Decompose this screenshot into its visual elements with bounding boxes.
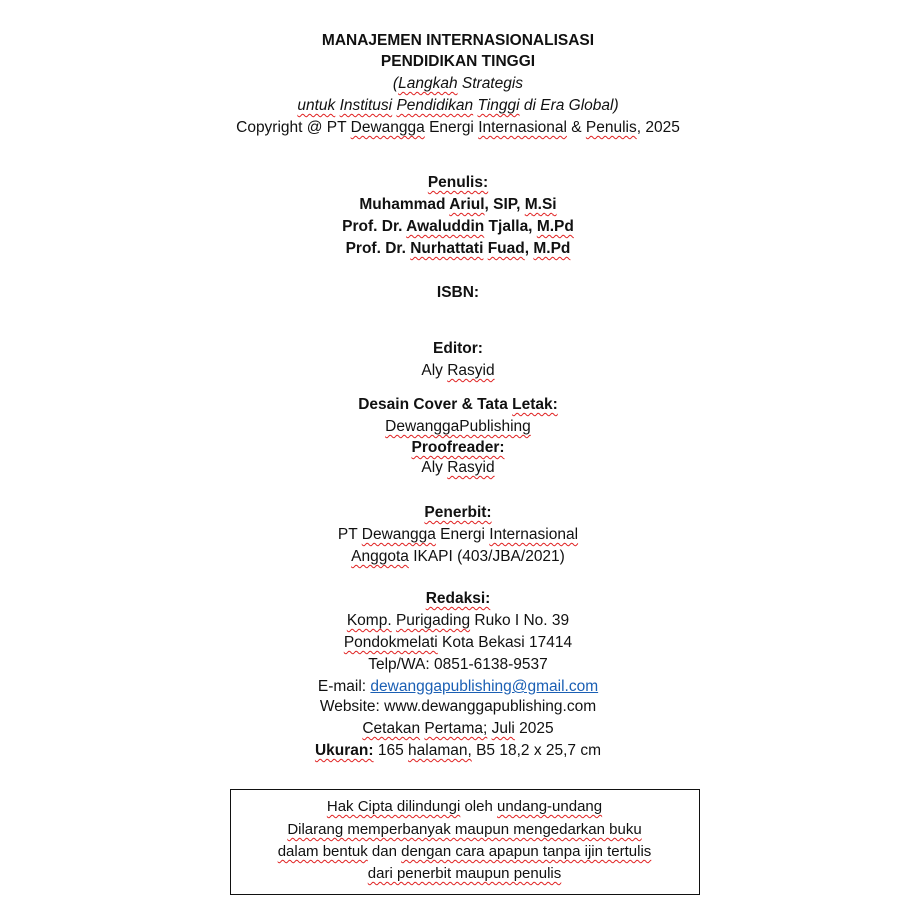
proofreader-label: Proofreader: — [411, 439, 505, 456]
notice-line-3: dalam bentuk dan dengan cara apapun tanpa ijin tertulis — [277, 843, 652, 860]
copyright-notice-box — [230, 789, 700, 895]
email-line: E-mail: dewanggapublishing@gmail.com — [317, 678, 599, 695]
book-title-line-1: MANAJEMEN INTERNASIONALISASI — [321, 32, 595, 49]
notice-line-2: Dilarang memperbanyak maupun mengedarkan buku — [287, 821, 642, 838]
authors-label: Penulis: — [427, 174, 489, 191]
design-label: Desain Cover & Tata Letak: — [358, 396, 558, 413]
notice-line-4: dari penerbit maupun penulis — [367, 865, 562, 882]
book-subtitle-line-1: (Langkah Strategis — [392, 75, 524, 92]
editor-name: Aly Rasyid — [421, 362, 495, 379]
phone-line: Telp/WA: 0851-6138-9537 — [368, 656, 548, 673]
isbn-label: ISBN: — [436, 284, 480, 301]
edition-line: Cetakan Pertama; Juli 2025 — [362, 720, 554, 737]
author-2: Prof. Dr. Awaluddin Tjalla, M.Pd — [342, 218, 574, 235]
website-line: Website: www.dewanggapublishing.com — [319, 698, 597, 715]
author-3: Prof. Dr. Nurhattati Fuad, M.Pd — [345, 240, 571, 257]
author-1: Muhammad Ariul, SIP, M.Si — [359, 196, 557, 213]
size-line: Ukuran: 165 halaman, B5 18,2 x 25,7 cm — [314, 742, 602, 759]
design-value: DewanggaPublishing — [385, 418, 531, 435]
address-line-2: Pondokmelati Kota Bekasi 17414 — [343, 634, 573, 651]
publisher-membership: Anggota IKAPI (403/JBA/2021) — [351, 548, 565, 565]
editor-label: Editor: — [433, 340, 483, 357]
book-title-line-2: PENDIDIKAN TINGGI — [380, 53, 536, 70]
address-line-1: Komp. Purigading Ruko I No. 39 — [346, 612, 570, 629]
redaksi-label: Redaksi: — [425, 590, 491, 607]
publisher-name: PT Dewangga Energi Internasional — [337, 526, 579, 543]
notice-line-1: Hak Cipta dilindungi oleh undang-undang — [326, 798, 603, 815]
proofreader-name: Aly Rasyid — [421, 459, 495, 476]
book-subtitle-line-2: untuk Institusi Pendidikan Tinggi di Era Global) — [297, 97, 619, 114]
publisher-label: Penerbit: — [424, 504, 492, 521]
email-link[interactable]: dewanggapublishing@gmail.com — [370, 678, 599, 695]
copyright-line: Copyright @ PT Dewangga Energi Internasional & Penulis, 2025 — [236, 119, 680, 136]
